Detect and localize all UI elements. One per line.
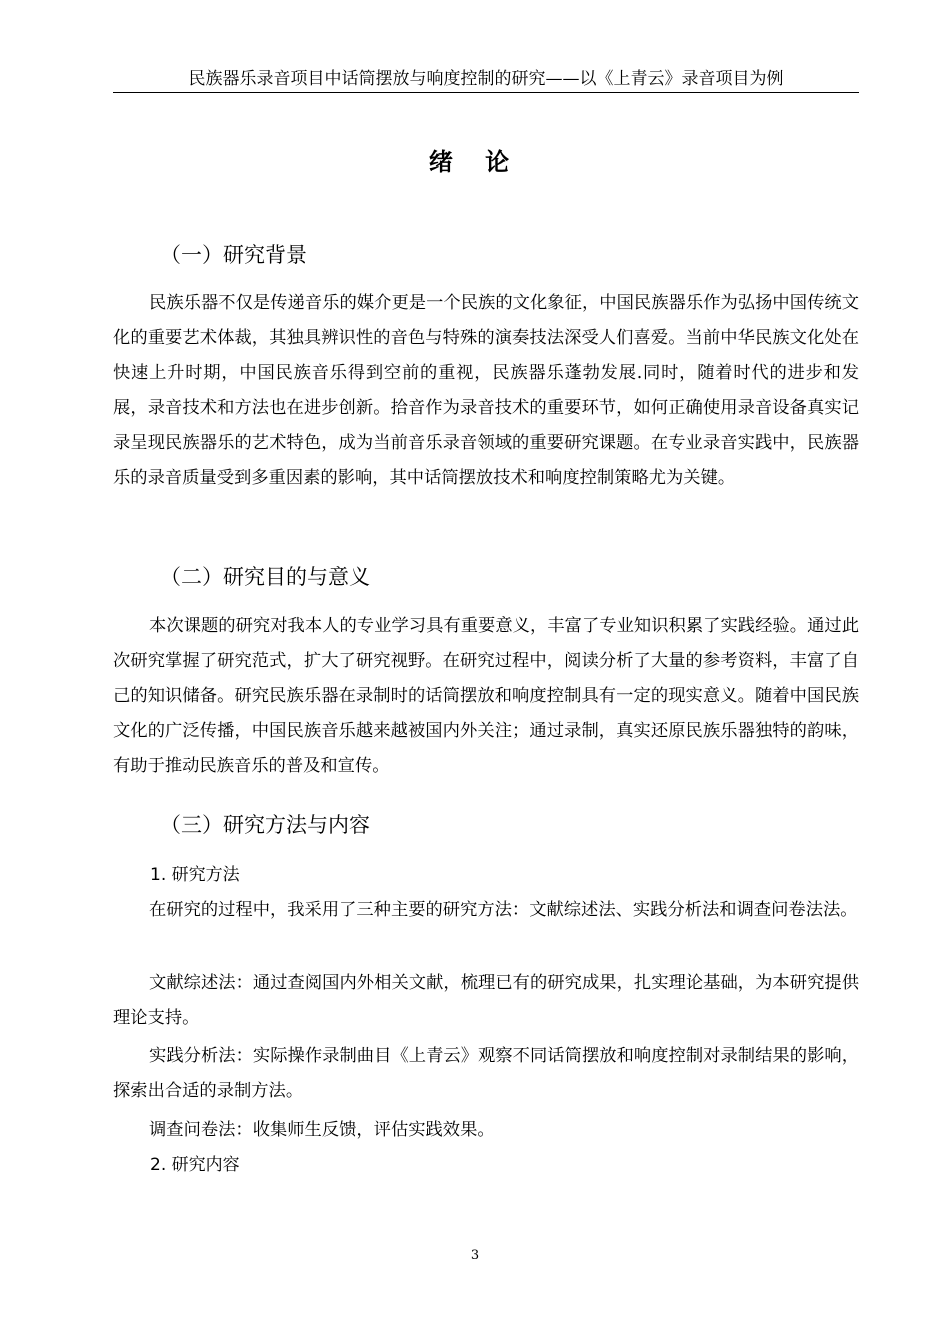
paragraph-practice-analysis: 实践分析法：实际操作录制曲目《上青云》观察不同话筒摆放和响度控制对录制结果的影响，探索出合适的录制方法。 bbox=[113, 1046, 859, 1101]
subheading-research-methods: 1. 研究方法 bbox=[150, 865, 240, 885]
subheading-research-content: 2. 研究内容 bbox=[150, 1155, 240, 1175]
paragraph-literature-review: 文献综述法：通过查阅国内外相关文献，梳理已有的研究成果，扎实理论基础，为本研究提供理论支持。 bbox=[113, 973, 859, 1028]
paragraph-purpose: 本次课题的研究对我本人的专业学习具有重要意义，丰富了专业知识积累了实践经验。通过此次研究掌握了研究范式，扩大了研究视野。在研究过程中，阅读分析了大量的参考资料，丰富了自己的知识储备。研究民族乐器在录制时的话筒摆放和响度控制具有一定的现实意义。随着中国民族文化的广泛传播，中国民族音乐越来越被国内外关注；通过录制，真实还原民族乐器独特的韵味，有助于推动民族音乐的普及和宣传。 bbox=[113, 616, 859, 776]
page-number: 3 bbox=[470, 1248, 480, 1263]
running-header: 民族器乐录音项目中话筒摆放与响度控制的研究——以《上青云》录音项目为例 bbox=[113, 68, 859, 93]
paragraph-methods-overview: 在研究的过程中，我采用了三种主要的研究方法：文献综述法、实践分析法和调查问卷法法。 bbox=[149, 900, 858, 920]
page-title: 绪 论 bbox=[428, 148, 522, 176]
paragraph-questionnaire: 调查问卷法：收集师生反馈，评估实践效果。 bbox=[149, 1120, 495, 1140]
paragraph-background: 民族乐器不仅是传递音乐的媒介更是一个民族的文化象征，中国民族器乐作为弘扬中国传统文化的重要艺术体裁，其独具辨识性的音色与特殊的演奏技法深受人们喜爱。当前中华民族文化处在快速上升时期，中国民族音乐得到空前的重视，民族器乐蓬勃发展.同时，随着时代的进步和发展，录音技术和方法也在进步创新。拾音作为录音技术的重要环节，如何正确使用录音设备真实记录呈现民族器乐的艺术特色，成为当前音乐录音领域的重要研究课题。在专业录音实践中，民族器乐的录音质量受到多重因素的影响，其中话筒摆放技术和响度控制策略尤为关键。 bbox=[113, 293, 859, 488]
section-heading-background: （一）研究背景 bbox=[160, 243, 307, 267]
section-heading-methods: （三）研究方法与内容 bbox=[160, 813, 370, 837]
section-heading-purpose: （二）研究目的与意义 bbox=[160, 565, 370, 589]
